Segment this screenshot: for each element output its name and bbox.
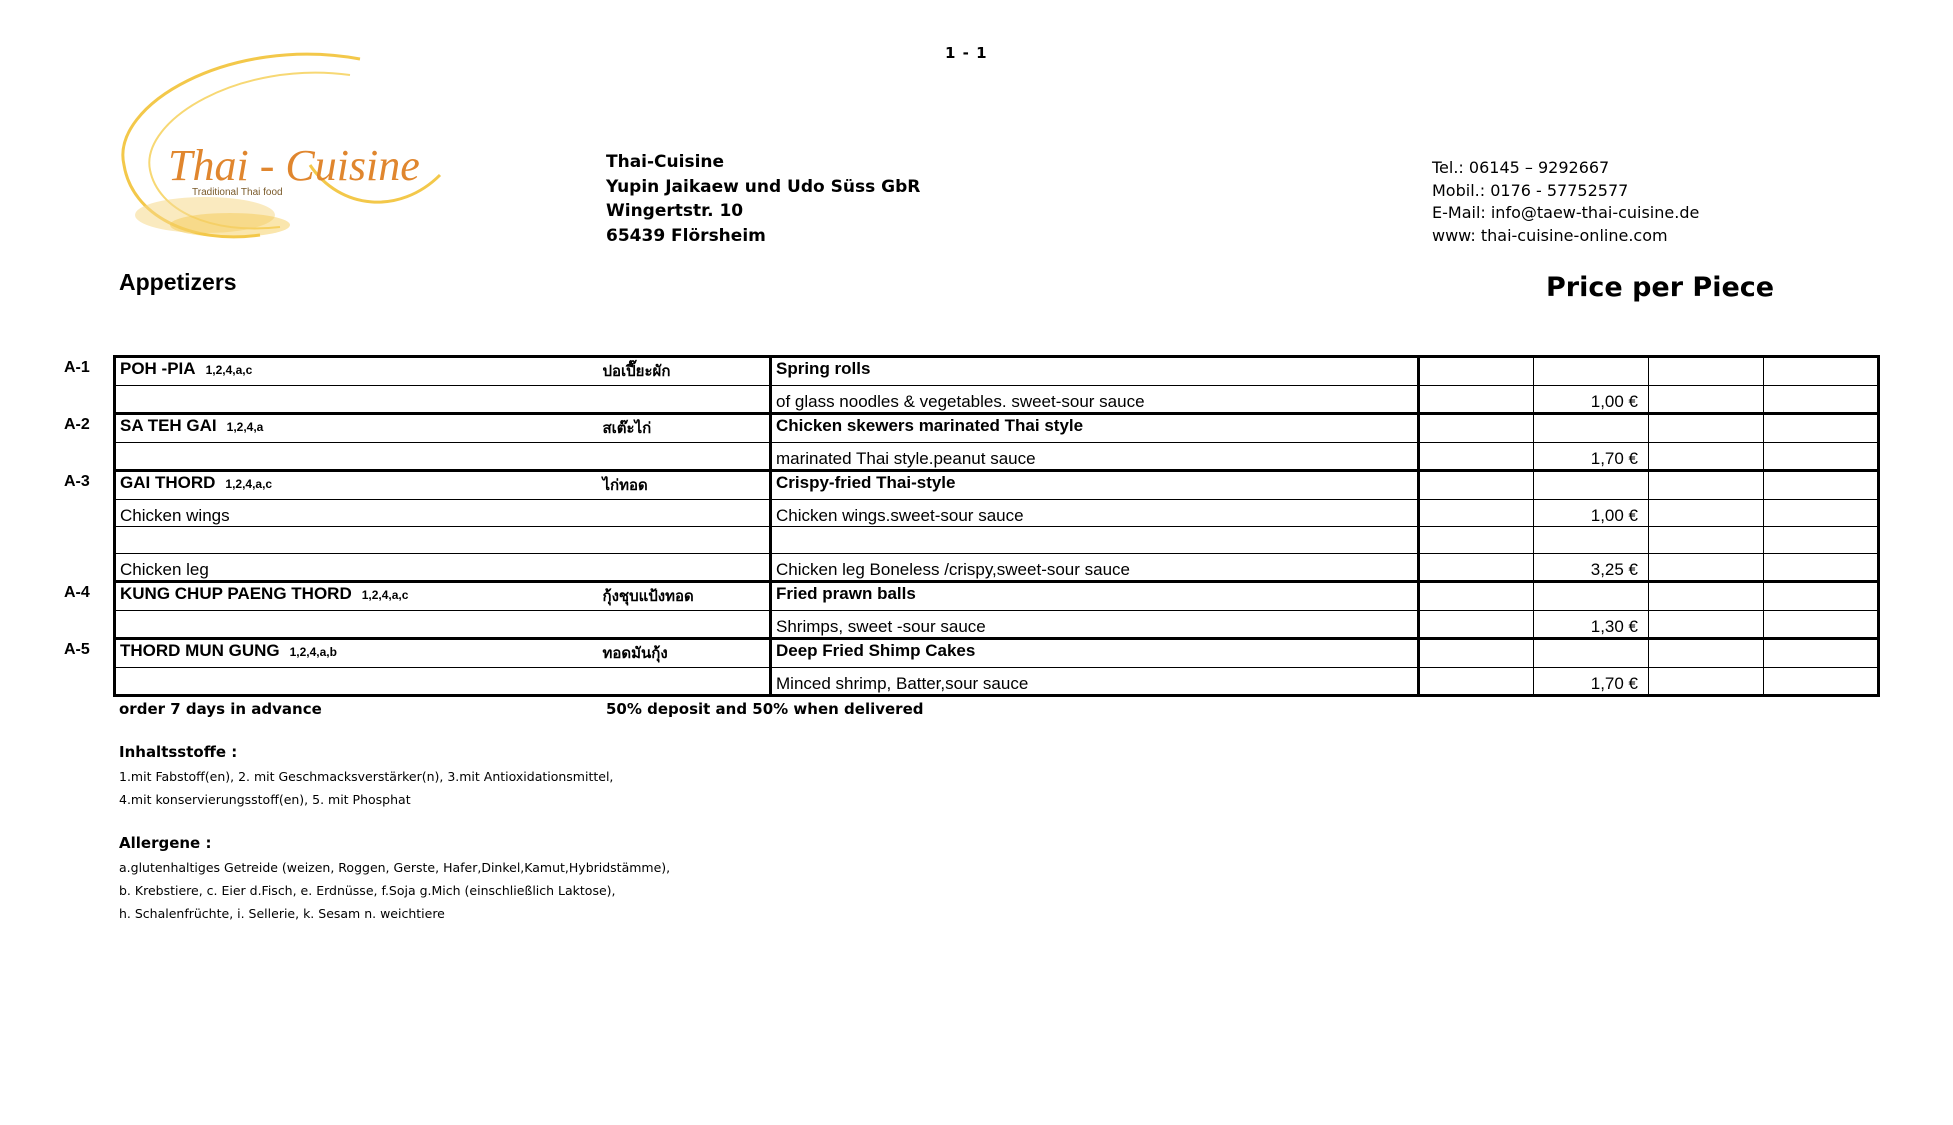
price-cell — [1764, 639, 1879, 668]
price-cell — [1419, 414, 1534, 443]
item-price: 1,00 € — [1534, 500, 1649, 527]
ingredients-line: 4.mit konservierungsstoff(en), 5. mit Phosphat — [119, 792, 411, 807]
price-cell — [1419, 471, 1534, 500]
price-cell — [1419, 527, 1534, 554]
item-thai-name: ทอดมันกุ้ง — [599, 639, 771, 668]
menu-item-row — [115, 414, 1879, 443]
item-price: 1,30 € — [1534, 611, 1649, 639]
order-notice: order 7 days in advance — [119, 700, 322, 718]
item-price: 1,00 € — [1534, 386, 1649, 414]
item-allergen-codes: 1,2,4,a,c — [225, 477, 273, 491]
price-cell — [1764, 500, 1879, 527]
item-code: A-4 — [64, 583, 90, 601]
price-cell — [1419, 582, 1534, 611]
allergens-line: b. Krebstiere, c. Eier d.Fisch, e. Erdnüsse, f.Soja g.Mich (einschließlich Laktose), — [119, 883, 616, 898]
item-description: Shrimps, sweet -sour sauce — [771, 611, 1419, 639]
item-name-cell — [115, 582, 599, 611]
item-price: 1,70 € — [1534, 668, 1649, 696]
item-variant: Chicken wings — [115, 500, 599, 527]
svg-text:Traditional Thai food: Traditional Thai food — [192, 187, 283, 198]
svg-text:Thai - Cuisine: Thai - Cuisine — [168, 141, 420, 190]
page-number: 1 - 1 — [945, 44, 988, 62]
price-cell — [1649, 386, 1764, 414]
item-name-cell — [115, 639, 599, 668]
item-description — [771, 527, 1419, 554]
menu-item-subrow — [115, 443, 1879, 471]
menu-item-subrow — [115, 668, 1879, 696]
price-per-piece-heading: Price per Piece — [1546, 272, 1775, 303]
empty-cell — [599, 443, 771, 471]
price-cell — [1649, 639, 1764, 668]
menu-item-row — [115, 582, 1879, 611]
price-cell — [1764, 668, 1879, 696]
price-cell — [1649, 443, 1764, 471]
item-title: Fried prawn balls — [771, 582, 1419, 611]
price-cell — [1649, 527, 1764, 554]
item-variant — [115, 611, 599, 639]
item-name-cell — [115, 471, 599, 500]
item-name-cell — [115, 357, 599, 386]
thai-cuisine-logo — [110, 45, 470, 255]
item-title: Crispy-fried Thai-style — [771, 471, 1419, 500]
item-price — [1534, 527, 1649, 554]
appetizer-menu-table — [113, 355, 1880, 697]
price-cell — [1649, 500, 1764, 527]
item-name-cell — [115, 414, 599, 443]
item-allergen-codes: 1,2,4,a,c — [205, 363, 253, 377]
empty-cell — [599, 500, 771, 527]
price-cell — [1534, 471, 1649, 500]
contact-email: E-Mail: info@taew-thai-cuisine.de — [1432, 203, 1700, 222]
price-cell — [1649, 582, 1764, 611]
section-title: Appetizers — [119, 269, 237, 295]
allergens-line: h. Schalenfrüchte, i. Sellerie, k. Sesam n. weichtiere — [119, 906, 445, 921]
item-code: A-2 — [64, 415, 90, 433]
deposit-notice: 50% deposit and 50% when delivered — [606, 700, 924, 718]
price-cell — [1764, 414, 1879, 443]
price-cell — [1649, 554, 1764, 582]
price-cell — [1419, 639, 1534, 668]
price-cell — [1764, 527, 1879, 554]
menu-item-subrow — [115, 386, 1879, 414]
item-allergen-codes: 1,2,4,a,c — [361, 588, 409, 602]
allergens-line: a.glutenhaltiges Getreide (weizen, Roggen, Gerste, Hafer,Dinkel,Kamut,Hybridstämme), — [119, 860, 671, 875]
price-cell — [1764, 582, 1879, 611]
price-cell — [1764, 443, 1879, 471]
company-owners: Yupin Jaikaew und Udo Süss GbR — [606, 176, 921, 197]
item-thai-name: กุ้งชุบแป้งทอด — [599, 582, 771, 611]
empty-cell — [599, 386, 771, 414]
item-price: 1,70 € — [1534, 443, 1649, 471]
price-cell — [1534, 639, 1649, 668]
price-cell — [1419, 500, 1534, 527]
item-code: A-5 — [64, 640, 90, 658]
item-thai-name: ปอเปี๊ยะผัก — [599, 357, 771, 386]
price-cell — [1764, 386, 1879, 414]
price-cell — [1534, 357, 1649, 386]
price-cell — [1419, 357, 1534, 386]
logo-swirl-icon — [110, 45, 470, 255]
company-street: Wingertstr. 10 — [606, 201, 744, 221]
menu-item-row — [115, 639, 1879, 668]
company-address — [606, 150, 920, 248]
price-cell — [1649, 357, 1764, 386]
menu-item-subrow — [115, 527, 1879, 554]
item-code: A-1 — [64, 358, 90, 376]
item-variant: Chicken leg — [115, 554, 599, 582]
price-cell — [1764, 357, 1879, 386]
ingredients-title: Inhaltsstoffe : — [119, 743, 238, 761]
price-cell — [1764, 611, 1879, 639]
item-description: marinated Thai style.peanut sauce — [771, 443, 1419, 471]
price-cell — [1419, 443, 1534, 471]
item-name: SA TEH GAI — [120, 416, 217, 435]
item-name: GAI THORD — [120, 473, 216, 492]
price-cell — [1649, 611, 1764, 639]
company-name: Thai-Cuisine — [606, 152, 725, 172]
empty-cell — [599, 668, 771, 696]
item-description: Minced shrimp, Batter,sour sauce — [771, 668, 1419, 696]
item-price: 3,25 € — [1534, 554, 1649, 582]
item-allergen-codes: 1,2,4,a,b — [289, 645, 337, 659]
item-name: KUNG CHUP PAENG THORD — [120, 584, 352, 603]
price-cell — [1419, 554, 1534, 582]
price-cell — [1534, 582, 1649, 611]
item-name: POH -PIA — [120, 359, 196, 378]
item-variant — [115, 443, 599, 471]
item-variant — [115, 386, 599, 414]
item-title: Deep Fried Shimp Cakes — [771, 639, 1419, 668]
item-thai-name: ไก่ทอด — [599, 471, 771, 500]
item-variant — [115, 527, 599, 554]
empty-cell — [599, 527, 771, 554]
price-cell — [1764, 471, 1879, 500]
price-cell — [1764, 554, 1879, 582]
allergens-title: Allergene : — [119, 834, 212, 852]
contact-mobil: Mobil.: 0176 - 57752577 — [1432, 180, 1629, 200]
item-name: THORD MUN GUNG — [120, 641, 280, 660]
price-cell — [1649, 471, 1764, 500]
contact-info — [1432, 157, 1699, 247]
item-title: Spring rolls — [771, 357, 1419, 386]
menu-item-row — [115, 357, 1879, 386]
menu-item-subrow — [115, 554, 1879, 582]
item-title: Chicken skewers marinated Thai style — [771, 414, 1419, 443]
contact-tel: Tel.: 06145 – 9292667 — [1432, 158, 1610, 177]
contact-www: www: thai-cuisine-online.com — [1432, 225, 1668, 245]
menu-item-subrow — [115, 500, 1879, 527]
price-cell — [1649, 414, 1764, 443]
item-description: of glass noodles & vegetables. sweet-sour sauce — [771, 386, 1419, 414]
price-cell — [1419, 668, 1534, 696]
menu-item-row — [115, 471, 1879, 500]
company-city: 65439 Flörsheim — [606, 225, 766, 246]
menu-item-subrow — [115, 611, 1879, 639]
ingredients-line: 1.mit Fabstoff(en), 2. mit Geschmacksverstärker(n), 3.mit Antioxidationsmittel, — [119, 769, 614, 784]
item-description: Chicken wings.sweet-sour sauce — [771, 500, 1419, 527]
price-cell — [1419, 611, 1534, 639]
empty-cell — [599, 554, 771, 582]
price-cell — [1649, 668, 1764, 696]
item-code: A-3 — [64, 472, 90, 490]
item-variant — [115, 668, 599, 696]
item-description: Chicken leg Boneless /crispy,sweet-sour sauce — [771, 554, 1419, 582]
item-thai-name: สเต๊ะไก่ — [599, 414, 771, 443]
item-allergen-codes: 1,2,4,a — [226, 420, 264, 434]
price-cell — [1534, 414, 1649, 443]
price-cell — [1419, 386, 1534, 414]
empty-cell — [599, 611, 771, 639]
